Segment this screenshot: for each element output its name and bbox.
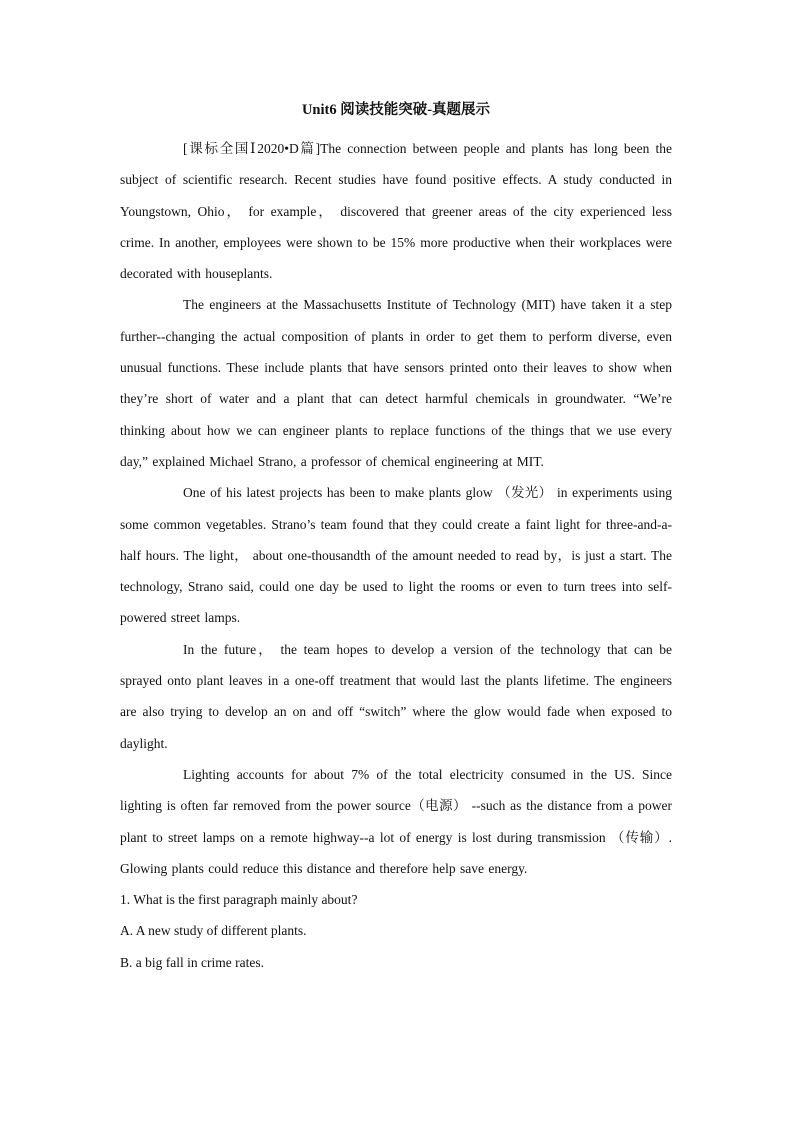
question-1: 1. What is the first paragraph mainly about? — [120, 892, 358, 908]
option-b: B. a big fall in crime rates. — [120, 954, 264, 970]
paragraph-2: The engineers at the Massachusetts Institute of Technology (MIT) have taken it a step further--changing the actual composition of plants in order to get them to perform diverse, even unusual functions. These include plants that have sensors printed onto their leaves to show when they’re short of water and a plant that can detect harmful chemicals in groundwater. “We’re thinking about how we can engineer plants to replace functions of the things that we use every day,” explained Michael Strano, a professor of chemical engineering at MIT. — [120, 297, 672, 469]
option-a: A. A new study of different plants. — [120, 923, 307, 939]
paragraph-1: [课标全国Ⅰ2020•D篇]The connection between people and plants has long been the subject of scientific research. Recent studies have found positive effects. A study conducted in Youngstown, Ohio， for example， discovered that greener areas of the city experienced less crime. In another, employees were shown to be 15% more productive when their workplaces were decorated with houseplants. — [120, 141, 672, 282]
document-title: Unit6 阅读技能突破-真题展示 — [301, 102, 491, 118]
paragraph-5: Lighting accounts for about 7% of the total electricity consumed in the US. Since lighting is often far removed from the power source（电源） --such as the distance from a power plant to street lamps on a remote highway--a lot of energy is lost during transmission （传输）. Glowing plants could reduce this distance and therefore help save energy. — [120, 766, 672, 876]
paragraph-4: In the future， the team hopes to develop a version of the technology that can be sprayed onto plant leaves in a one-off treatment that would last the plants lifetime. The engineers are also trying to develop an on and off “switch” where the glow would fade when exposed to daylight. — [120, 641, 672, 751]
paragraph-3: One of his latest projects has been to make plants glow （发光） in experiments using some common vegetables. Strano’s team found that they could create a faint light for three-and-a-half hours. The light， about one-thousandth of the amount needed to read by，is just a start. The technology, Strano said, could one day be used to light the rooms or even to turn trees into self-powered street lamps. — [120, 485, 672, 626]
